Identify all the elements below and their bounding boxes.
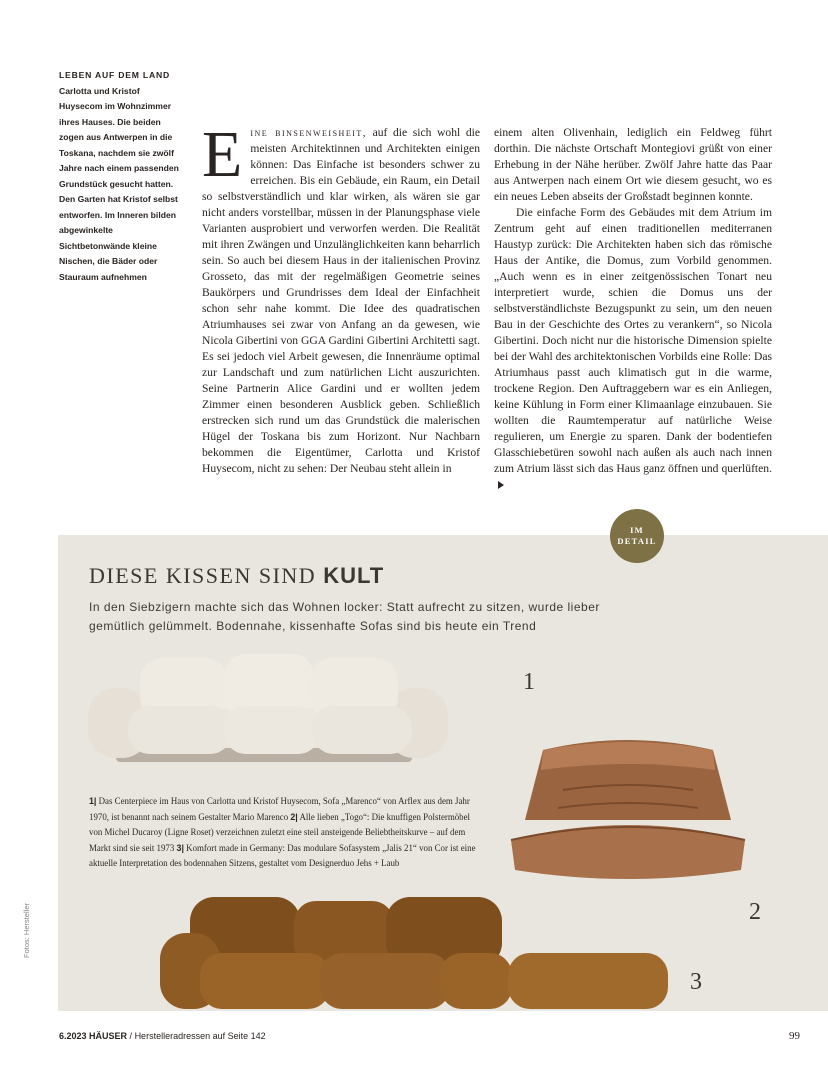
footer-note: Herstelleradressen auf Seite 142 bbox=[134, 1031, 266, 1041]
detail-title bbox=[89, 563, 384, 589]
sofa-jalis-image bbox=[160, 893, 680, 1013]
drop-cap: E bbox=[202, 118, 243, 191]
article-paragraph: einem alten Olivenhain, lediglich ein Feldweg führt dorthin. Die nächste Ortschaft Montegiovi grüßt von einer Erhebung in der Nähe herüber. Zwölf Jahre hatte das Paar aus Antwerpen nach einem Ort wie diesem gesucht, wo es ein neues Leben abseits der Großstadt beginnen konnte. bbox=[494, 126, 772, 203]
footer-separator: / bbox=[127, 1031, 135, 1041]
caption-text-3: Komfort made in Germany: Das modulare Sofasystem „Jalis 21“ von Cor ist eine aktuelle Interpretation des bodennahen Sitzens, gestaltet vom Designerduo Jehs + Laub bbox=[89, 842, 476, 868]
caption-text: Carlotta und Kristof Huysecom im Wohnzimmer ihres Hauses. Die beiden zogen aus Antwerpen in die Toskana, nachdem sie zwölf Jahre nach einem passenden Grundstück gesucht hatten. Den Garten hat Kristof selbst entworfen. Im Inneren bilden abgewinkelte Sichtbetonwände kleine Nischen, die Bäder oder Stauraum aufnehmen bbox=[59, 85, 179, 282]
sofa-number-3: 3 bbox=[690, 969, 702, 995]
im-detail-badge bbox=[610, 509, 664, 563]
lead-smallcaps: ine binsenweisheit, bbox=[250, 127, 368, 139]
badge-line-1: IM bbox=[630, 525, 644, 535]
sofa-number-1: 1 bbox=[523, 669, 535, 695]
footer-issue: 6.2023 HÄUSER bbox=[59, 1031, 128, 1041]
caption-number-1: 1| bbox=[89, 796, 97, 806]
photo-credit: Fotos: Hersteller bbox=[22, 902, 31, 958]
footer bbox=[59, 1031, 266, 1041]
caption-text-2: Alle lieben „Togo“: Die knuffigen Polstermöbel von Michel Ducaroy (Ligne Roset) verzeichnen zuletzt eine steil ansteigende Beliebtheitskurve – auf dem Markt sind sie seit 1973 bbox=[89, 811, 471, 853]
article-column-1 bbox=[202, 118, 480, 477]
caption-title: LEBEN AUF DEM LAND bbox=[59, 70, 170, 80]
detail-captions bbox=[89, 794, 481, 872]
detail-title-light: DIESE KISSEN SIND bbox=[89, 563, 324, 588]
caption-text-1: Das Centerpiece im Haus von Carlotta und Kristof Huysecom, Sofa „Marenco“ von Arflex aus dem Jahr 1970, ist benannt nach seinem Gestalter Mario Marenco bbox=[89, 796, 470, 822]
article-column-2 bbox=[494, 125, 772, 493]
article-paragraph: Die einfache Form des Gebäudes mit dem Atrium im Zentrum geht auf einen traditionellen mediterranen Haustyp zurück: Die Architekten haben sich das römische Haus der Antike, die Domus, zum Vorbild genommen. „Auch wenn es in einer zeitgenössischen Tonart neu interpretiert wurde, schien die Domus uns der selbstverständlichste Bezugspunkt zu sein, um den neuen Bau in der Geschichte des Ortes zu verankern“, so Nicola Gibertini. Doch nicht nur die historische Dimension spielte bei der Wahl des architektonischen Vorbilds eine Rolle: Das Atriumhaus passt auch klimatisch gut in die warme, trockene Region. Den Auftraggebern war es ein Anliegen, keine Kühlung in Form einer Klimaanlage einzubauen. Sie wollten die Raumtemperatur auf natürliche Weise regulieren, um Energie zu sparen. Dank der bodentiefen Glasschiebetüren sowohl nach außen als auch nach innen zum Atrium lässt sich das Haus ganz öffnen und querlüften. bbox=[494, 206, 772, 475]
detail-title-bold: KULT bbox=[323, 563, 385, 588]
continue-arrow-icon bbox=[498, 481, 504, 489]
sofa-number-2: 2 bbox=[749, 899, 761, 925]
sofa-togo-image bbox=[503, 730, 753, 885]
sofa-marenco-image bbox=[88, 652, 448, 770]
badge-line-2: DETAIL bbox=[617, 536, 657, 546]
caption-number-2: 2| bbox=[290, 811, 298, 822]
detail-subtitle: In den Siebzigern machte sich das Wohnen locker: Statt aufrecht zu sitzen, wurde lieber gemütlich gelümmelt. Bodennahe, kissenhafte Sofas sind bis heute ein Trend bbox=[89, 600, 600, 633]
page-number: 99 bbox=[789, 1030, 800, 1042]
photo-caption bbox=[59, 68, 184, 285]
article-col1-text: auf die sich wohl die meisten Architektinnen und Architekten einigen können: Das Einfache ist besonders schwer zu erreichen. Bis ein Gebäude, ein Raum, ein Detail so selbstverständlich und klar wirken, als wären sie gar nicht anders vorstellbar, müssen in der Planungsphase viele Varianten ausprobiert und verworfen werden. Die Realität mit ihren Zwängen und Unzulänglichkeiten kann beharrlich sein. So auch bei diesem Haus in der italienischen Provinz Grosseto, das mit der regelmäßigen Geometrie seines Baukörpers und Grundrisses dem Ideal der Einfachheit schon sehr nahe kommt. Die Idee des quadratischen Atriumhauses sei zwar von Anfang an da gewesen, wie Nicola Gibertini von GGA Gardini Gibertini Architetti sagt. Es sei jedoch viel Arbeit gewesen, die Innenräume optimal zur Landschaft und zum natürlichen Licht auszurichten. Seine Partnerin Alice Gardini und er wollten jedem Zimmer einen besonderen Ausblick geben. Schließlich erstrecken sich rund um das Grundstück die malerischen Hügel der Toskana bis zum Horizont. Nur Nachbarn bekommen die Eigentümer, Carlotta und Kristof Huysecom, nicht zu sehen: Der Neubau steht allein in bbox=[202, 126, 480, 475]
caption-number-3: 3| bbox=[176, 842, 184, 853]
